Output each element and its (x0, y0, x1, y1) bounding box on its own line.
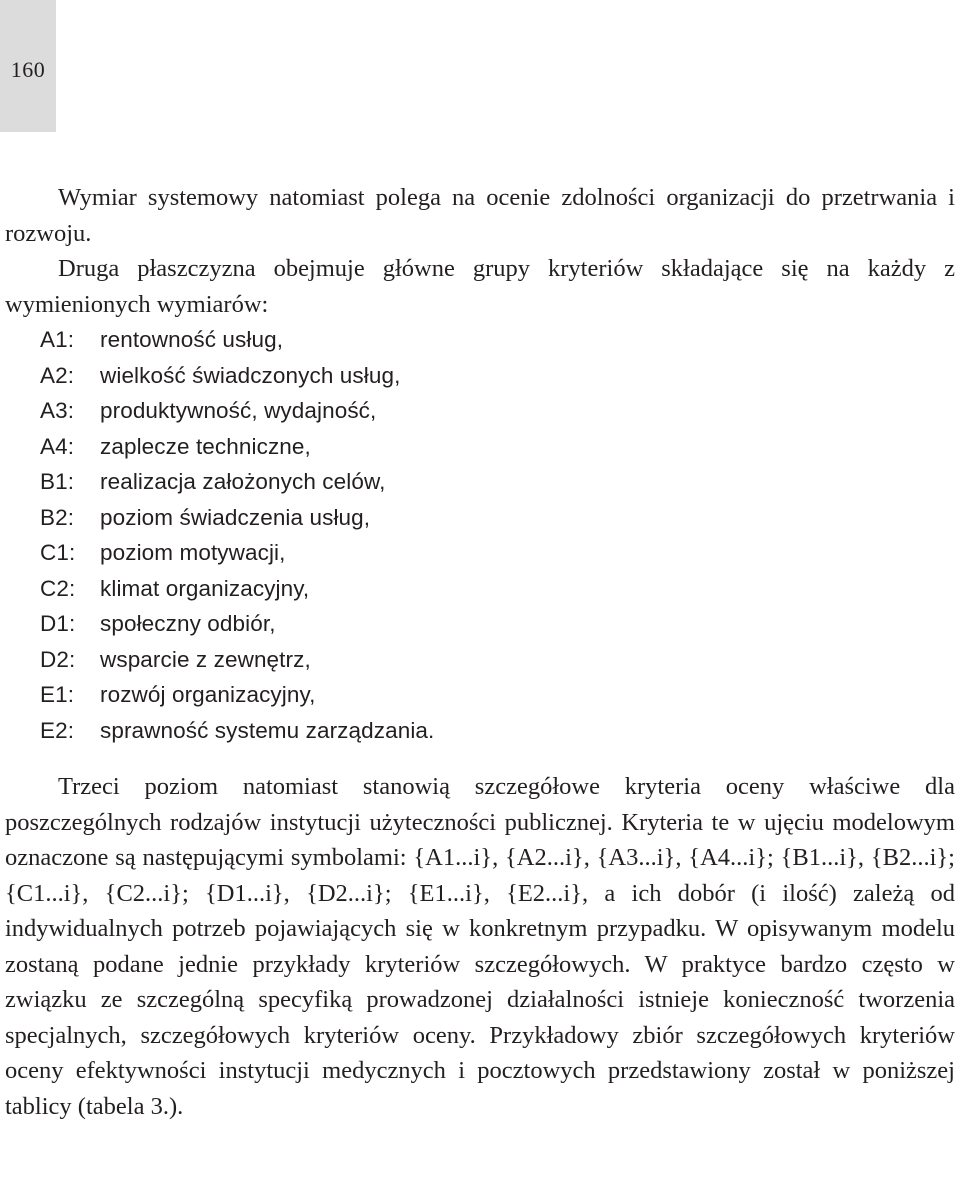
criteria-item-c2 (5, 571, 955, 607)
criteria-item-a2 (5, 358, 955, 394)
page-body (5, 180, 955, 1124)
criteria-item-b1 (5, 464, 955, 500)
criteria-text: rozwój organizacyjny, (100, 682, 316, 707)
criteria-text: zaplecze techniczne, (100, 433, 311, 459)
criteria-text: wielkość świadczonych usług, (100, 362, 401, 388)
criteria-code: A2: (40, 362, 75, 388)
criteria-text: poziom motywacji, (100, 540, 286, 565)
criteria-text: poziom świadczenia usług, (100, 504, 371, 530)
criteria-code: D1: (40, 611, 76, 636)
criteria-code: A4: (40, 433, 75, 459)
criteria-code: E2: (40, 717, 75, 743)
criteria-code: A1: (40, 327, 75, 352)
criteria-code: D2: (40, 646, 76, 672)
criteria-list (5, 322, 955, 748)
criteria-text: realizacja założonych celów, (100, 469, 386, 494)
criteria-code: A3: (40, 398, 75, 423)
criteria-code: E1: (40, 682, 75, 707)
criteria-item-e1 (5, 677, 955, 713)
paragraph-systemic-dimension: Wymiar systemowy natomiast polega na ocenie zdolności organizacji do przetrwania i rozwoju. (5, 184, 955, 247)
criteria-code: C2: (40, 575, 76, 601)
criteria-code: B1: (40, 469, 75, 494)
paragraph-criteria-groups: Druga płaszczyzna obejmuje główne grupy kryteriów składające się na każdy z wymienionych wymiarów: (5, 255, 955, 318)
criteria-code: B2: (40, 504, 75, 530)
criteria-item-a1 (5, 322, 955, 358)
criteria-item-b2 (5, 500, 955, 536)
criteria-item-d1 (5, 606, 955, 642)
criteria-text: klimat organizacyjny, (100, 575, 310, 601)
criteria-item-e2 (5, 713, 955, 749)
criteria-item-a4 (5, 429, 955, 465)
criteria-text: sprawność systemu zarządzania. (100, 717, 435, 743)
criteria-text: produktywność, wydajność, (100, 398, 377, 423)
criteria-item-d2 (5, 642, 955, 678)
paragraph-detailed-criteria: Trzeci poziom natomiast stanowią szczegółowe kryteria oceny właściwe dla poszczególnych rodzajów instytucji użyteczności publicznej. Kryteria te w ujęciu modelowym oznaczone są następującymi symbolami: {A1...i}, {A2...i}, {A3...i}, {A4...i}; {B1...i}, {B2...i}; {C1...i}, {C2...i}; {D1...i}, {D2...i}; {E1...i}, {E2...i}, a ich dobór (i ilość) zależą od indywidualnych potrzeb pojawiających się w konkretnym przypadku. W opisywanym modelu zostaną podane jednie przykłady kryteriów szczegółowych. W praktyce bardzo często w związku ze szczególną specyfiką prowadzonej działalności istnieje konieczność tworzenia specjalnych, szczegółowych kryteriów oceny. Przykładowy zbiór szczegółowych kryteriów oceny efektywności instytucji medycznych i pocztowych przedstawiony został w poniższej tablicy (tabela 3.). (5, 773, 955, 1120)
criteria-code: C1: (40, 540, 76, 565)
criteria-item-a3 (5, 393, 955, 429)
criteria-text: społeczny odbiór, (100, 611, 276, 636)
criteria-text: rentowność usług, (100, 327, 284, 352)
criteria-item-c1 (5, 535, 955, 571)
page-number: 160 (10, 57, 46, 82)
page-number-tab (0, 0, 56, 132)
criteria-text: wsparcie z zewnętrz, (100, 646, 311, 672)
